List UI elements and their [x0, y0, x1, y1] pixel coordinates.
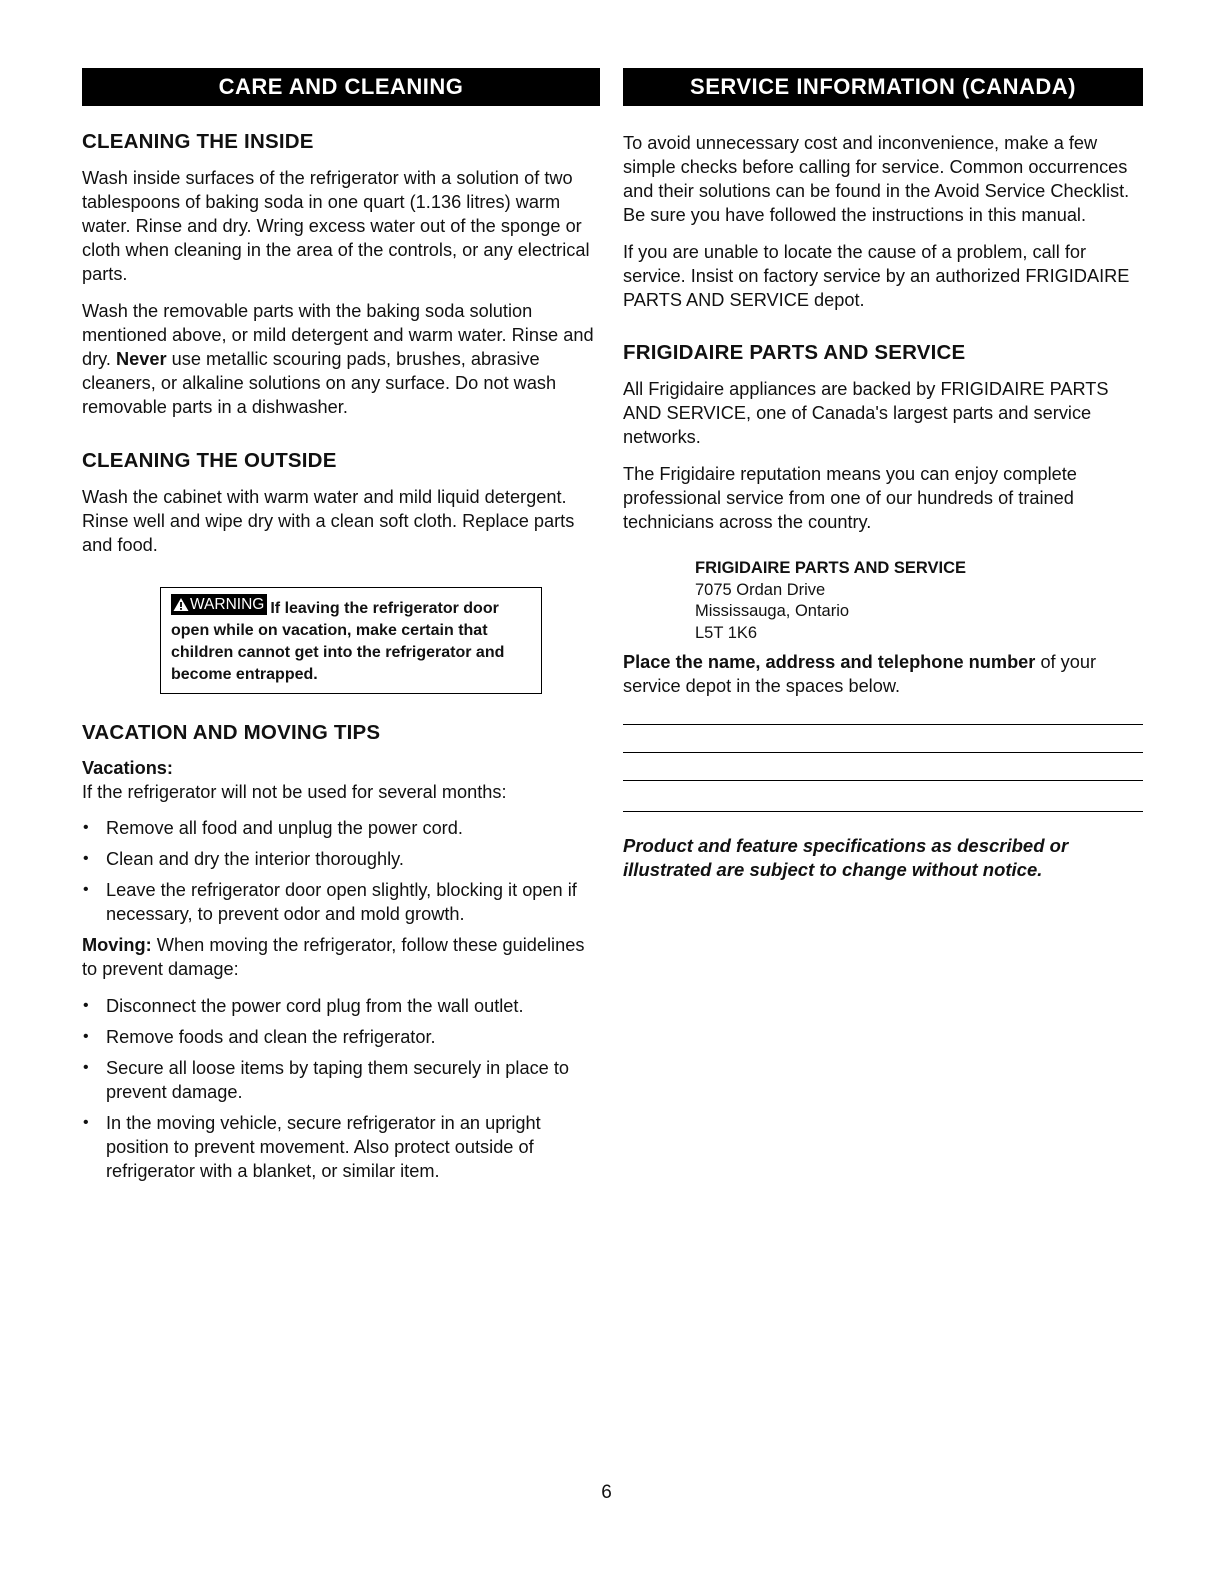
parts-service-paragraph-2: The Frigidaire reputation means you can enjoy complete professional service from one of our hundreds of trained technicians across the country. — [623, 464, 1077, 532]
service-paragraph-1: To avoid unnecessary cost and inconvenience, make a few simple checks before calling for service. Common occurrences and their solutions can be found in the Avoid Service Checklist. Be sure you have followed the instructions in this manual. — [623, 133, 1130, 225]
cleaning-inside-paragraph-2 — [82, 299, 600, 419]
place-instructions — [623, 650, 1143, 698]
left-column — [82, 68, 600, 1190]
vacations-intro: If the refrigerator will not be used for several months: — [82, 782, 507, 802]
parts-service-paragraph-1: All Frigidaire appliances are backed by FRIGIDAIRE PARTS AND SERVICE, one of Canada's largest parts and service networks. — [623, 379, 1109, 447]
warning-box — [160, 587, 542, 694]
warning-badge-label: WARNING — [190, 595, 265, 613]
warning-text: If leaving the refrigerator door open while on vacation, make certain that children cannot get into the refrigerator and become entrapped. — [171, 600, 505, 683]
address-postal-code: L5T 1K6 — [695, 623, 758, 642]
cleaning-inside-paragraph-1: Wash inside surfaces of the refrigerator with a solution of two tablespoons of baking soda in one quart (1.136 litres) warm water. Rinse and dry. Wring excess water out of the sponge or cloth when cleaning in the area of the controls, or any electrical parts. — [82, 168, 590, 284]
cleaning-outside-heading: CLEANING THE OUTSIDE — [82, 449, 337, 472]
list-item: • Disconnect the power cord plug from the wall outlet. — [82, 994, 600, 1018]
list-item: • In the moving vehicle, secure refrigerator in an upright position to prevent movement. Also protect outside of refrigerator with a blanket, or similar item. — [82, 1111, 600, 1183]
right-column — [623, 68, 1143, 882]
never-emphasis: Never — [116, 349, 167, 369]
place-instructions-emphasis: Place the name, address and telephone number — [623, 652, 1036, 672]
parts-service-heading: FRIGIDAIRE PARTS AND SERVICE — [623, 341, 966, 364]
page-number: 6 — [601, 1482, 612, 1503]
care-cleaning-banner: CARE AND CLEANING — [82, 68, 600, 106]
depot-telephone-line[interactable] — [623, 781, 1143, 812]
vacation-moving-heading: VACATION AND MOVING TIPS — [82, 721, 381, 744]
vacations-subheading: Vacations: — [82, 758, 173, 778]
cleaning-inside-heading: CLEANING THE INSIDE — [82, 130, 314, 153]
depot-name-line[interactable] — [623, 700, 1143, 725]
service-information-banner: SERVICE INFORMATION (CANADA) — [623, 68, 1143, 106]
address-street: 7075 Ordan Drive — [695, 580, 826, 599]
paragraph-text: Wash the removable parts with the baking soda solution mentioned above, or mild detergent and warm water. Rinse and dry. — [82, 301, 594, 369]
list-item: • Secure all loose items by taping them securely in place to prevent damage. — [82, 1056, 600, 1104]
place-instructions-text: of your service depot in the spaces below. — [623, 652, 1097, 696]
list-item: • Remove all food and unplug the power cord. — [82, 816, 600, 840]
moving-list — [82, 994, 600, 1183]
depot-address-line-2[interactable] — [623, 753, 1143, 781]
list-item: • Leave the refrigerator door open slightly, blocking it open if necessary, to prevent odor and mold growth. — [82, 878, 600, 926]
specification-notice: Product and feature specifications as described or illustrated are subject to change without notice. — [623, 835, 1069, 880]
vacation-list — [82, 816, 600, 926]
paragraph-text: use metallic scouring pads, brushes, abrasive cleaners, or alkaline solutions on any surface. Do not wash removable parts in a dishwasher. — [82, 349, 557, 417]
address-city: Mississauga, Ontario — [695, 602, 850, 620]
moving-label: Moving: — [82, 935, 152, 955]
service-paragraph-2: If you are unable to locate the cause of a problem, call for service. Insist on factory service by an authorized FRIGIDAIRE PARTS AND SERVICE depot. — [623, 242, 1130, 310]
moving-intro: When moving the refrigerator, follow these guidelines to prevent damage: — [82, 935, 585, 979]
cleaning-outside-paragraph: Wash the cabinet with warm water and mild liquid detergent. Rinse well and wipe dry with a clean soft cloth. Replace parts and food. — [82, 487, 575, 555]
depot-address-line[interactable] — [623, 725, 1143, 753]
warning-triangle-icon — [173, 597, 189, 612]
list-item: • Clean and dry the interior thoroughly. — [82, 847, 600, 871]
warning-badge — [171, 594, 267, 615]
moving-paragraph — [82, 933, 600, 981]
address-company-name: FRIGIDAIRE PARTS AND SERVICE — [695, 559, 967, 577]
list-item: • Remove foods and clean the refrigerator. — [82, 1025, 600, 1049]
service-address-block — [695, 558, 1143, 644]
